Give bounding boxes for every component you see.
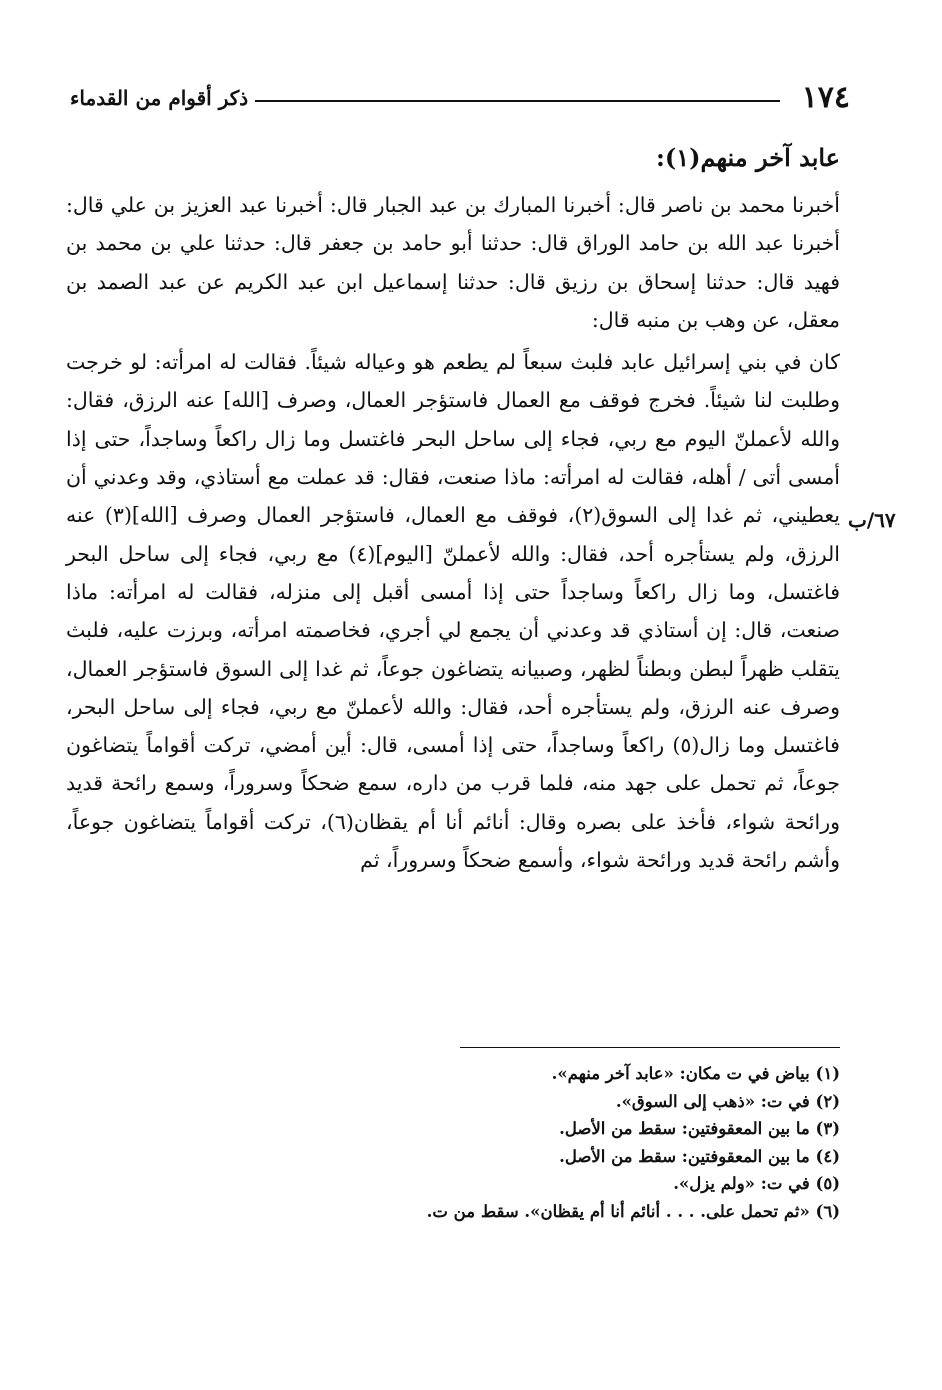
footnote-2: (٢) في ت: «ذهب إلى السوق». [615,1091,840,1111]
section-heading-text: عابد آخر منهم [700,143,840,172]
footnotes [80,1060,840,1225]
footnote-4: (٤) ما بين المعقوفتين: سقط من الأصل. [559,1146,840,1166]
section-heading-colon: : [656,143,665,172]
footnote-6: (٦) «ثم تحمل على. . . . أنائم أنا أم يقظان». سقط من ت. [426,1201,840,1221]
footnote-1: (١) بياض في ت مكان: «عابد آخر منهم». [551,1064,840,1083]
page-number: ١٧٤ [801,80,850,115]
main-text [66,138,840,879]
footnote-5: (٥) في ت: «ولم يزل». [673,1174,840,1193]
footnote-rule [460,1047,840,1048]
header-rule [255,100,780,102]
story-paragraph: كان في بني إسرائيل عابد فلبث سبعاً لم يطعم هو وعياله شيئاً. فقالت له امرأته: لو خرجت وطلبت لنا شيئاً. فخرج فوقف مع العمال فاستؤجر العمال، وصرف [الله] عنه الرزق، فقال: والله لأعملنّ اليوم مع ربي، فجاء إلى ساحل البحر فاغتسل وما زال راكعاً وساجداً، حتى إذا أمسى أتى / أهله، فقالت له امرأته: ماذا صنعت، فقال: قد عملت مع أستاذي، وقد وعدني أن يعطيني، ثم غدا إلى السوق(٢)، فوقف مع العمال، فاستؤجر العمال وصرف [الله](٣) عنه الرزق، ولم يستأجره أحد، فقال: والله لأعملنّ [اليوم](٤) مع ربي، فجاء إلى ساحل البحر فاغتسل، وما زال راكعاً وساجداً حتى إذا أمسى أقبل إلى منزله، فقالت له امرأته: ماذا صنعت، قال: إن أستاذي قد وعدني أن يجمع لي أجري، فخاصمته امرأته، وبرزت عليه، فلبث يتقلب ظهراً لبطن وبطناً لظهر، وصبيانه يتضاغون جوعاً، ثم غدا إلى السوق فاستؤجر العمال، وصرف عنه الرزق، ولم يستأجره أحد، فقال: والله لأعملنّ مع ربي، فجاء إلى ساحل البحر، فاغتسل وما زال(٥) راكعاً وساجداً، حتى إذا أمسى، قال: أين أمضي، تركت أقواماً يتضاغون جوعاً، ثم تحمل على جهد منه، فلما قرب من داره، سمع ضحكاً وسروراً، وسمع رائحة قديد ورائحة شواء، فأخذ على بصره وقال: أنائم أنا أم يقظان(٦)، تركت أقواماً يتضاغون جوعاً، وأشم رائحة قديد ورائحة شواء، وأسمع ضحكاً وسروراً، ثم [66,350,840,873]
running-title: ذكر أقوام من القدماء [70,86,249,110]
margin-folio-note: ٦٧/ب [848,508,896,532]
section-heading [66,138,840,178]
section-heading-note: (١) [664,143,701,172]
running-header [70,78,850,118]
isnad-paragraph: أخبرنا محمد بن ناصر قال: أخبرنا المبارك بن عبد الجبار قال: أخبرنا عبد العزيز بن علي قال: أخبرنا عبد الله بن حامد الوراق قال: حدثنا أبو حامد بن جعفر قال: حدثنا علي بن محمد بن فهيد قال: حدثنا إسحاق بن رزيق قال: حدثنا إسماعيل ابن عبد الكريم عن عبد الصمد بن معقل، عن وهب بن منبه قال: [66,193,840,332]
footnote-3: (٣) ما بين المعقوفتين: سقط من الأصل. [559,1119,840,1138]
